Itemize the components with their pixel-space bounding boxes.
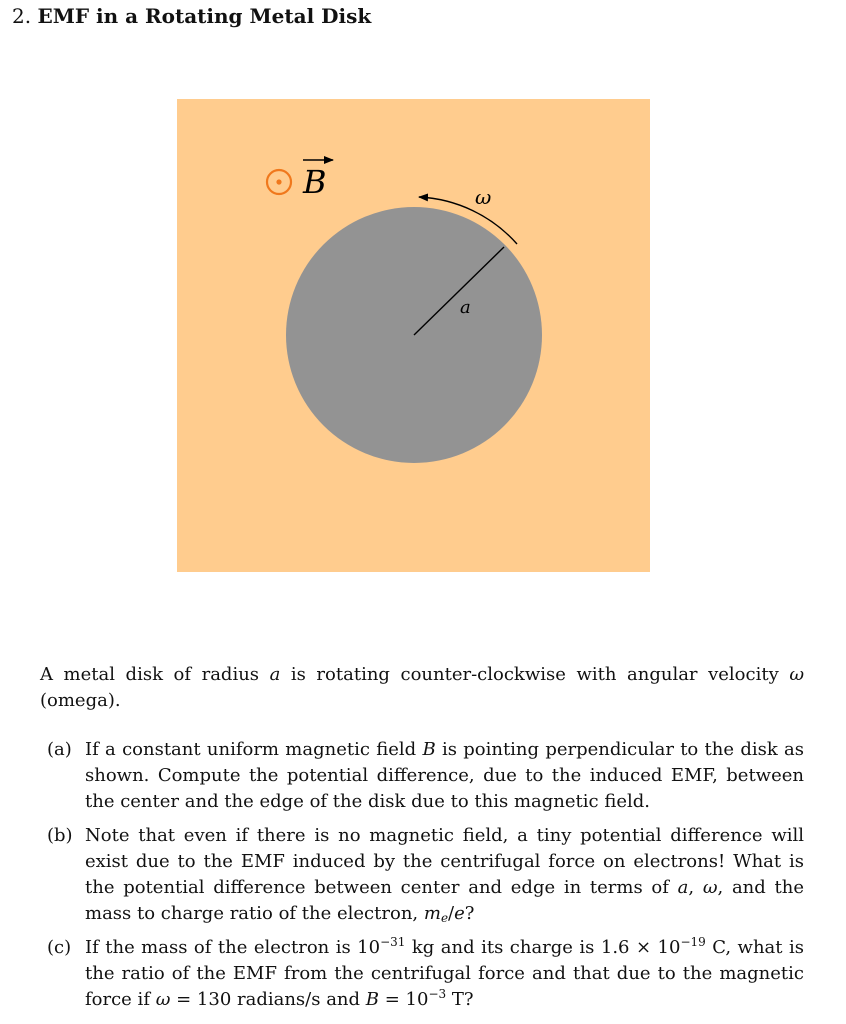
part-b-text-2: , — [688, 877, 703, 898]
intro-var-omega: ω — [789, 664, 804, 685]
problem-title: EMF in a Rotating Metal Disk — [37, 4, 372, 28]
question-part-c — [40, 935, 804, 1013]
part-c-text-2: kg and its charge is 1.6 × 10 — [405, 937, 681, 958]
problem-intro — [40, 662, 804, 714]
intro-text-2: is rotating counter-clockwise with angular velocity — [280, 664, 790, 685]
intro-text-3: (omega). — [40, 690, 121, 711]
part-a-label: (a) — [47, 739, 72, 760]
part-c-text-4: = 130 radians/s and — [170, 989, 366, 1010]
part-c-exp-2: −19 — [680, 935, 706, 949]
part-b-var-m: m — [423, 903, 441, 924]
question-parts — [40, 737, 804, 1021]
problem-number: 2. — [12, 4, 32, 28]
part-b-var-e: e — [454, 903, 465, 924]
problem-heading — [12, 4, 371, 28]
part-c-label: (c) — [47, 937, 72, 958]
part-c-var-omega: ω — [155, 989, 171, 1010]
question-part-b — [40, 823, 804, 927]
intro-var-a: a — [269, 664, 281, 685]
intro-text-1: A metal disk of radius — [40, 664, 270, 685]
part-b-text-1: Note that even if there is no magnetic field, a tiny potential difference will exist due to the EMF induced by the centrifugal force on electrons! What is the potential difference between center and edge in terms of — [85, 825, 804, 898]
part-b-text-5: ? — [464, 903, 475, 924]
part-b-var-omega: ω — [702, 877, 718, 898]
part-b-var-a: a — [677, 877, 689, 898]
part-a-var-b: B — [422, 739, 436, 760]
part-b-label: (b) — [47, 825, 73, 846]
disk-figure — [177, 99, 650, 572]
part-c-var-b: B — [365, 989, 379, 1010]
part-b-sub-e: e — [440, 911, 449, 925]
field-dot-icon — [276, 179, 281, 184]
disk-diagram — [177, 99, 650, 572]
part-a-text-1: If a constant uniform magnetic field — [85, 739, 423, 760]
part-b-text-3: , and the mass to charge ratio of the electron, — [85, 877, 804, 924]
part-c-text-6: T? — [446, 989, 474, 1010]
part-a-text-2: is pointing perpendicular to the disk as shown. Compute the potential difference, due to the induced EMF, between the center and the edge of the disk due to this magnetic field. — [85, 739, 804, 812]
part-b-text-4: / — [448, 903, 455, 924]
part-c-text-3: C, what is the ratio of the EMF from the centrifugal force and that due to the magnetic force if — [85, 937, 804, 1010]
part-c-text-1: If the mass of the electron is 10 — [85, 937, 381, 958]
part-c-exp-1: −31 — [380, 935, 406, 949]
omega-label: ω — [475, 185, 492, 209]
radius-label: a — [460, 297, 471, 318]
question-part-a — [40, 737, 804, 815]
part-c-exp-3: −3 — [428, 987, 447, 1001]
field-label: B — [303, 163, 327, 201]
part-c-text-5: = 10 — [379, 989, 429, 1010]
